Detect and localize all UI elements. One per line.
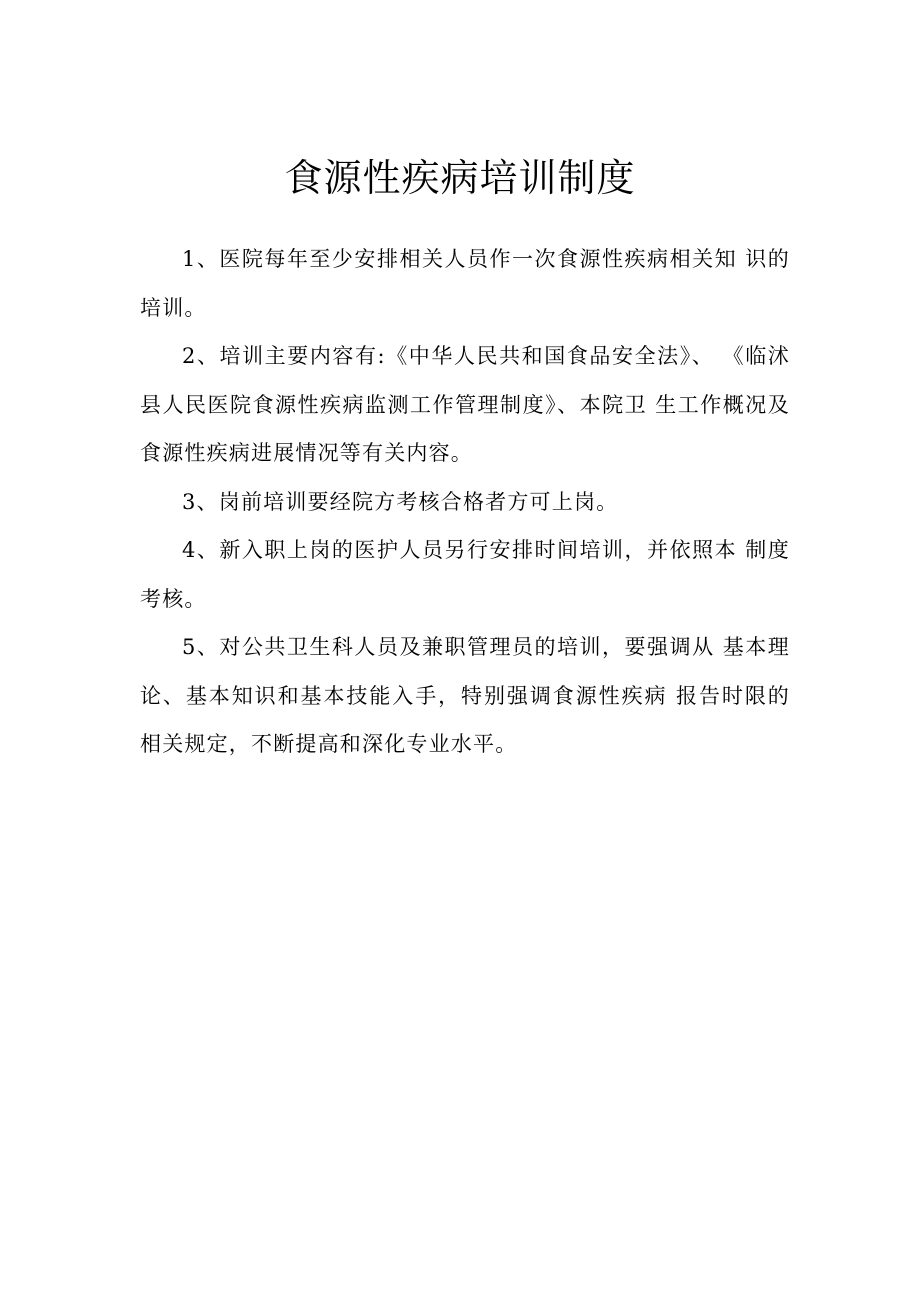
document-title: 食源性疾病培训制度 bbox=[284, 156, 636, 200]
rule-item-3: 3、岗前培训要经院方考核合格者方可上岗。 bbox=[182, 489, 619, 514]
rule-item-4: 4、新入职上岗的医护人员另行安排时间培训，并依照本 制度考核。 bbox=[140, 538, 790, 611]
document-body bbox=[140, 235, 790, 769]
rule-item-2: 2、培训主要内容有:《中华人民共和国食品安全法》、 《临沭县人民医院食源性疾病监测工作管理制度》、本院卫 生工作概况及食源性疾病进展情况等有关内容。 bbox=[140, 344, 790, 465]
rule-item-5: 5、对公共卫生科人员及兼职管理员的培训，要强调从 基本理论、基本知识和基本技能入手，特别强调食源性疾病 报告时限的相关规定，不断提高和深化专业水平。 bbox=[140, 635, 790, 756]
rule-item-1: 1、医院每年至少安排相关人员作一次食源性疾病相关知 识的培训。 bbox=[140, 247, 790, 320]
